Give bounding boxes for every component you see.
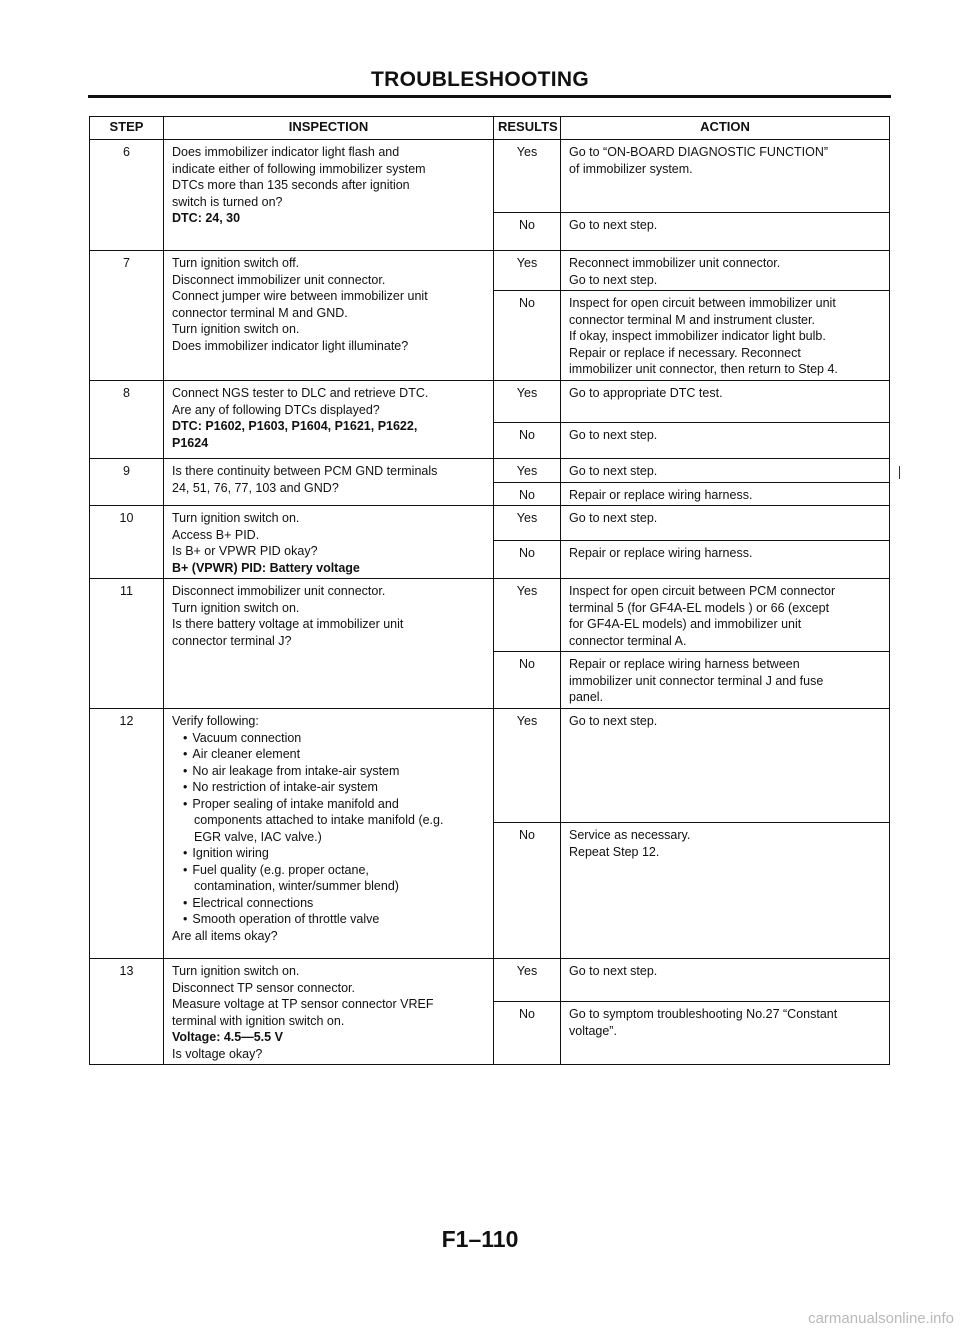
table-body xyxy=(90,140,890,1065)
inspection-bullet-item: • No restriction of intake-air system xyxy=(172,779,487,796)
table-header-row xyxy=(90,117,890,140)
action-line: Repair or replace if necessary. Reconnect xyxy=(569,345,801,360)
result-no: No xyxy=(494,823,561,959)
inspection-line: Connect jumper wire between immobilizer unit xyxy=(172,289,428,303)
inspection-line: components attached to intake manifold (e.g. xyxy=(194,813,444,827)
action-line: panel. xyxy=(569,690,604,704)
inspection-bullet-item: • Vacuum connection xyxy=(172,730,487,747)
inspection-line: Voltage: 4.5—5.5 V xyxy=(172,1030,283,1044)
inspection-bullet-item: • Smooth operation of throttle valve xyxy=(172,911,487,928)
inspection-line: Turn ignition switch off. xyxy=(172,256,300,270)
column-header-action: ACTION xyxy=(561,117,890,140)
action-line: Go to next step. xyxy=(569,464,658,478)
action-cell xyxy=(561,381,890,423)
inspection-cell xyxy=(164,459,494,506)
action-line: voltage”. xyxy=(569,1023,617,1038)
inspection-line: Turn ignition switch on. xyxy=(172,511,300,525)
table-row xyxy=(90,959,890,1002)
action-line: terminal 5 (for GF4A-EL models ) or 66 (except xyxy=(569,600,830,615)
action-line: Inspect for open circuit between PCM connector xyxy=(569,584,836,598)
inspection-line: terminal with ignition switch on. xyxy=(172,1013,345,1028)
inspection-line: Disconnect TP sensor connector. xyxy=(172,980,355,995)
column-header-step: STEP xyxy=(90,117,164,140)
column-header-results: RESULTS xyxy=(494,117,561,140)
inspection-line: connector terminal J? xyxy=(172,633,292,648)
action-line: Repair or replace wiring harness between xyxy=(569,657,800,671)
action-cell xyxy=(561,482,890,506)
step-number: 9 xyxy=(90,459,164,506)
inspection-cell xyxy=(164,579,494,709)
table-row xyxy=(90,459,890,483)
inspection-bullet-item: • Ignition wiring xyxy=(172,845,487,862)
inspection-line: B+ (VPWR) PID: Battery voltage xyxy=(172,560,360,575)
action-line: Go to “ON-BOARD DIAGNOSTIC FUNCTION” xyxy=(569,145,829,159)
action-line: Go to next step. xyxy=(569,714,658,728)
inspection-line: P1624 xyxy=(172,435,209,450)
inspection-bullet-item: • Air cleaner element xyxy=(172,746,487,763)
action-line: connector terminal M and instrument cluster. xyxy=(569,312,815,327)
inspection-line: Is there battery voltage at immobilizer unit xyxy=(172,617,404,631)
result-no: No xyxy=(494,291,561,381)
action-line: Go to symptom troubleshooting No.27 “Constant xyxy=(569,1007,838,1022)
inspection-line: Disconnect immobilizer unit connector. xyxy=(172,584,386,598)
result-yes: Yes xyxy=(494,251,561,291)
inspection-line: Are any of following DTCs displayed? xyxy=(172,402,380,417)
action-line: Go to appropriate DTC test. xyxy=(569,386,723,400)
action-cell xyxy=(561,251,890,291)
result-no: No xyxy=(494,423,561,459)
action-cell xyxy=(561,579,890,652)
inspection-line: Does immobilizer indicator light flash and xyxy=(172,145,400,159)
action-line: for GF4A-EL models) and immobilizer unit xyxy=(569,617,802,631)
inspection-line: Does immobilizer indicator light illuminate? xyxy=(172,338,409,353)
table-row xyxy=(90,579,890,652)
action-cell xyxy=(561,140,890,213)
table-row xyxy=(90,506,890,541)
inspection-cell xyxy=(164,959,494,1065)
inspection-line: Measure voltage at TP sensor connector VREF xyxy=(172,997,434,1011)
action-cell xyxy=(561,291,890,381)
action-line: If okay, inspect immobilizer indicator light bulb. xyxy=(569,329,826,343)
result-yes: Yes xyxy=(494,579,561,652)
action-cell xyxy=(561,823,890,959)
action-cell xyxy=(561,652,890,709)
action-cell xyxy=(561,959,890,1002)
inspection-line: contamination, winter/summer blend) xyxy=(194,879,399,893)
action-line: Go to next step. xyxy=(569,511,658,525)
inspection-line: DTCs more than 135 seconds after ignition xyxy=(172,178,410,192)
action-line: of immobilizer system. xyxy=(569,161,693,176)
action-line: Repair or replace wiring harness. xyxy=(569,546,753,560)
step-number: 6 xyxy=(90,140,164,251)
inspection-line: Is B+ or VPWR PID okay? xyxy=(172,544,318,558)
step-number: 10 xyxy=(90,506,164,579)
action-line: connector terminal A. xyxy=(569,633,687,648)
result-yes: Yes xyxy=(494,709,561,823)
action-line: Go to next step. xyxy=(569,218,658,232)
result-yes: Yes xyxy=(494,506,561,541)
inspection-line: connector terminal M and GND. xyxy=(172,305,348,320)
result-no: No xyxy=(494,652,561,709)
inspection-line: Turn ignition switch on. xyxy=(172,964,300,978)
action-cell xyxy=(561,506,890,541)
inspection-cell xyxy=(164,506,494,579)
action-line: Go to next step. xyxy=(569,272,658,287)
inspection-line: switch is turned on? xyxy=(172,194,283,209)
watermark: carmanualsonline.info xyxy=(808,1310,954,1327)
action-cell xyxy=(561,1002,890,1065)
action-line: immobilizer unit connector terminal J and fuse xyxy=(569,673,824,688)
inspection-line: Access B+ PID. xyxy=(172,527,260,542)
result-no: No xyxy=(494,541,561,579)
step-number: 11 xyxy=(90,579,164,709)
action-line: Go to next step. xyxy=(569,428,658,442)
action-cell xyxy=(561,423,890,459)
result-yes: Yes xyxy=(494,140,561,213)
table-row xyxy=(90,381,890,423)
action-line: Repeat Step 12. xyxy=(569,844,660,859)
title-rule xyxy=(88,95,891,98)
result-yes: Yes xyxy=(494,959,561,1002)
inspection-bullet-item: • Proper sealing of intake manifold and xyxy=(172,796,487,813)
inspection-bullet-item: • Electrical connections xyxy=(172,895,487,912)
table-row xyxy=(90,709,890,823)
action-cell xyxy=(561,213,890,251)
inspection-cell xyxy=(164,140,494,251)
page-number: F1–110 xyxy=(441,1226,519,1252)
column-header-inspection: INSPECTION xyxy=(164,117,494,140)
page-title: TROUBLESHOOTING xyxy=(371,68,589,91)
action-line: Reconnect immobilizer unit connector. xyxy=(569,256,781,270)
inspection-bullet-item: • No air leakage from intake-air system xyxy=(172,763,487,780)
table-row xyxy=(90,251,890,291)
inspection-line: Disconnect immobilizer unit connector. xyxy=(172,272,386,287)
step-number: 7 xyxy=(90,251,164,381)
inspection-line: Turn ignition switch on. xyxy=(172,600,300,615)
margin-mark xyxy=(899,466,900,479)
inspection-line: Is voltage okay? xyxy=(172,1046,263,1061)
action-line: Go to next step. xyxy=(569,964,658,978)
inspection-line: Connect NGS tester to DLC and retrieve DTC. xyxy=(172,386,429,400)
inspection-cell xyxy=(164,251,494,381)
step-number: 8 xyxy=(90,381,164,459)
table-row xyxy=(90,140,890,213)
inspection-line: Turn ignition switch on. xyxy=(172,322,300,336)
inspection-line: Are all items okay? xyxy=(172,928,278,943)
action-line: Inspect for open circuit between immobilizer unit xyxy=(569,296,836,310)
inspection-line: Is there continuity between PCM GND terminals xyxy=(172,464,438,478)
result-no: No xyxy=(494,213,561,251)
inspection-bullet-item: • Fuel quality (e.g. proper octane, xyxy=(172,862,487,879)
action-line: immobilizer unit connector, then return to Step 4. xyxy=(569,362,838,376)
action-cell xyxy=(561,709,890,823)
action-line: Repair or replace wiring harness. xyxy=(569,487,753,502)
result-yes: Yes xyxy=(494,459,561,483)
result-no: No xyxy=(494,482,561,506)
inspection-cell xyxy=(164,709,494,959)
inspection-line: DTC: P1602, P1603, P1604, P1621, P1622, xyxy=(172,419,418,433)
troubleshooting-table xyxy=(89,116,890,1065)
inspection-line: EGR valve, IAC valve.) xyxy=(194,829,322,844)
inspection-line: Verify following: xyxy=(172,714,259,728)
action-line: Service as necessary. xyxy=(569,828,691,842)
step-number: 13 xyxy=(90,959,164,1065)
inspection-cell xyxy=(164,381,494,459)
inspection-line: indicate either of following immobilizer system xyxy=(172,161,426,176)
result-yes: Yes xyxy=(494,381,561,423)
step-number: 12 xyxy=(90,709,164,959)
inspection-line: DTC: 24, 30 xyxy=(172,211,241,225)
action-cell xyxy=(561,541,890,579)
action-cell xyxy=(561,459,890,483)
inspection-line: 24, 51, 76, 77, 103 and GND? xyxy=(172,480,339,495)
result-no: No xyxy=(494,1002,561,1065)
